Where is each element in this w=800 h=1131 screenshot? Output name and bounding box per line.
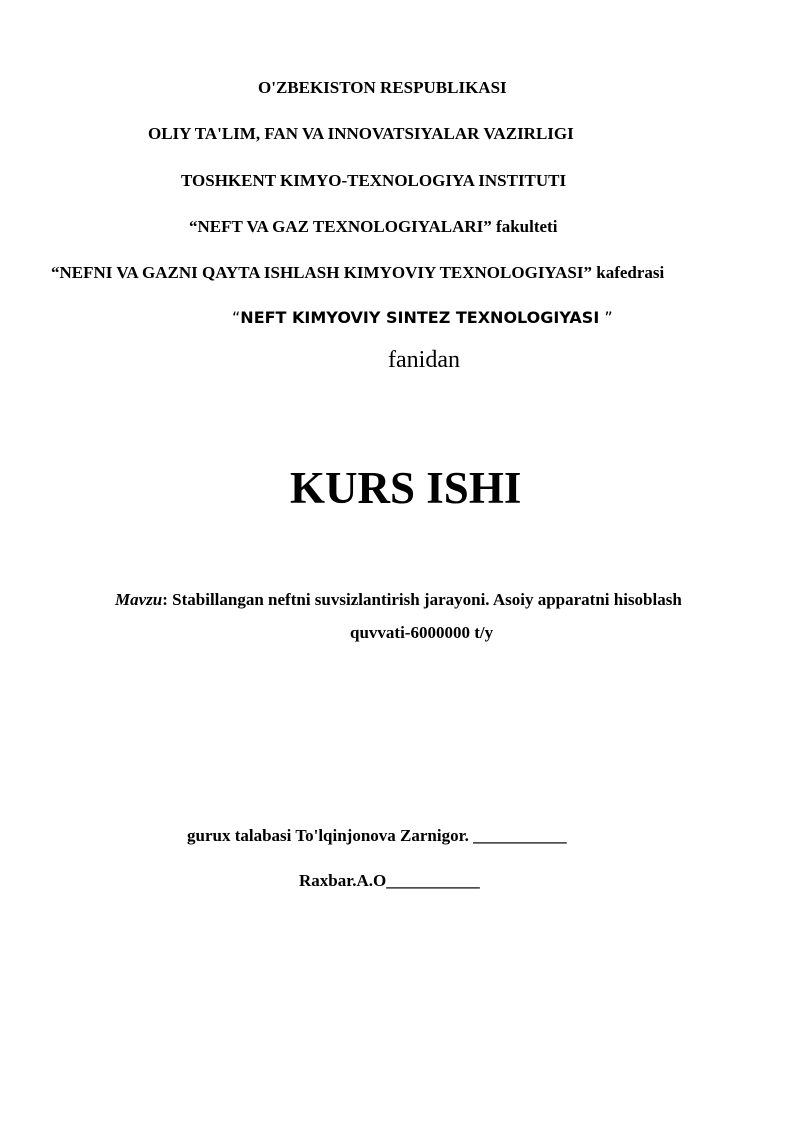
student-signature-line: gurux talabasi To'lqinjonova Zarnigor. ___________: [187, 826, 567, 845]
subject-open-quote: “: [232, 308, 241, 327]
institute-heading: TOSHKENT KIMYO-TEXNOLOGIYA INSTITUTI: [181, 171, 567, 190]
topic-text-1: Stabillangan neftni suvsizlantirish jarayoni. Asoiy apparatni hisoblash: [167, 590, 682, 609]
topic-line-1: [0, 590, 800, 610]
advisor-signature-line: Raxbar.A.O___________: [299, 871, 480, 890]
topic-colon: :: [162, 590, 168, 609]
topic-line-2: quvvati-6000000 t/y: [350, 623, 494, 642]
document-title: KURS ISHI: [290, 463, 522, 513]
republic-heading: O'ZBEKISTON RESPUBLIKASI: [258, 78, 507, 97]
subject-name-text: NEFT KIMYOVIY SINTEZ TEXNOLOGIYASI: [240, 308, 600, 327]
subject-suffix: fanidan: [388, 347, 460, 373]
faculty-heading: “NEFT VA GAZ TEXNOLOGIYALARI” fakulteti: [189, 217, 558, 236]
ministry-heading: OLIY TA'LIM, FAN VA INNOVATSIYALAR VAZIRLIGI: [148, 124, 574, 143]
department-heading: “NEFNI VA GAZNI QAYTA ISHLASH KIMYOVIY TEXNOLOGIYASI” kafedrasi: [51, 263, 665, 282]
subject-name: [0, 308, 800, 328]
subject-close-quote: ”: [599, 308, 613, 327]
topic-label: Mavzu: [115, 590, 163, 609]
